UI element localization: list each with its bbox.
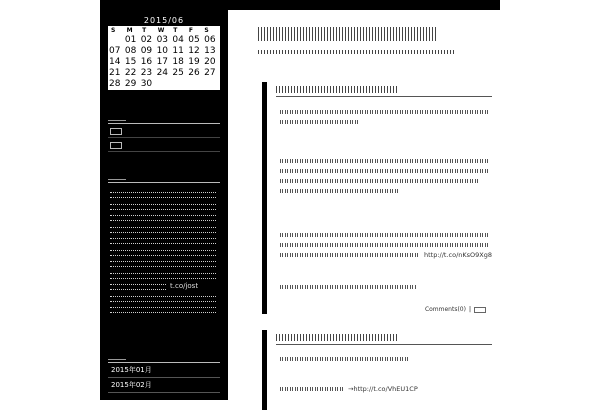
calendar-day bbox=[204, 79, 220, 90]
calendar-day[interactable]: 11 bbox=[172, 46, 184, 56]
blog-post bbox=[262, 330, 490, 410]
calendar-week bbox=[108, 79, 220, 90]
recent-entry-line[interactable] bbox=[108, 281, 220, 293]
link-text-glyphs bbox=[110, 142, 122, 149]
category-link[interactable] bbox=[108, 138, 220, 152]
recent-entry-line[interactable] bbox=[108, 258, 220, 270]
calendar-day[interactable]: 12 bbox=[188, 46, 200, 56]
calendar-day[interactable]: 03 bbox=[156, 35, 169, 45]
calendar-day[interactable]: 20 bbox=[204, 57, 216, 67]
comments-link[interactable]: Comments(0) bbox=[424, 306, 466, 313]
calendar-day[interactable]: 07 bbox=[109, 46, 121, 56]
post-paragraph bbox=[280, 107, 490, 127]
blog-tagline bbox=[258, 50, 454, 54]
calendar-day[interactable]: 22 bbox=[124, 68, 137, 78]
calendar-week bbox=[108, 35, 220, 46]
calendar-week bbox=[108, 57, 220, 68]
recent-entry-line[interactable] bbox=[108, 212, 220, 224]
calendar-caption: 2015/06 bbox=[108, 15, 220, 26]
recent-entry-url[interactable]: t.co/jost bbox=[170, 282, 199, 290]
archive-widget bbox=[108, 352, 220, 393]
category-widget bbox=[108, 113, 220, 152]
calendar-day[interactable]: 25 bbox=[172, 68, 184, 78]
post-title-rule bbox=[276, 96, 492, 97]
post-title[interactable] bbox=[276, 334, 398, 341]
post-paragraph bbox=[280, 156, 490, 196]
recent-entry-line[interactable] bbox=[108, 189, 220, 201]
calendar-day[interactable]: 13 bbox=[204, 46, 216, 56]
calendar-day[interactable]: 19 bbox=[188, 57, 200, 67]
post-paragraph bbox=[280, 354, 490, 364]
recent-entries-widget bbox=[108, 172, 220, 316]
post-paragraph bbox=[280, 282, 490, 292]
post-link[interactable]: http://t.co/nKsO9Xg8 bbox=[424, 251, 493, 259]
weekday: T bbox=[142, 27, 147, 34]
recent-entry-line[interactable] bbox=[108, 201, 220, 213]
calendar-day bbox=[188, 79, 204, 90]
link-text-glyphs bbox=[110, 128, 122, 135]
weekday: F bbox=[188, 27, 193, 34]
calendar-day[interactable]: 02 bbox=[140, 35, 153, 45]
category-widget-title bbox=[108, 113, 220, 124]
archive-widget-title bbox=[108, 352, 220, 363]
post-title[interactable] bbox=[276, 86, 398, 93]
calendar-day[interactable]: 30 bbox=[140, 79, 153, 89]
calendar-day bbox=[157, 79, 173, 90]
calendar-day[interactable]: 05 bbox=[188, 35, 200, 45]
calendar-day[interactable]: 14 bbox=[109, 57, 121, 67]
recent-entry-line[interactable] bbox=[108, 247, 220, 259]
calendar-day[interactable]: 09 bbox=[140, 46, 153, 56]
post-accent-bar bbox=[262, 330, 267, 410]
archive-link[interactable]: 2015年01月 bbox=[108, 363, 220, 378]
weekday: W bbox=[157, 27, 165, 34]
calendar-day[interactable]: 28 bbox=[109, 79, 121, 89]
calendar bbox=[108, 15, 220, 90]
weekday: M bbox=[126, 27, 133, 34]
category-link[interactable] bbox=[108, 124, 220, 138]
calendar-week bbox=[108, 68, 220, 79]
calendar-day[interactable]: 21 bbox=[109, 68, 121, 78]
calendar-day[interactable]: 06 bbox=[204, 35, 216, 45]
calendar-weekday-row bbox=[108, 26, 220, 35]
recent-entry-line[interactable] bbox=[108, 270, 220, 282]
blog-title[interactable] bbox=[258, 27, 436, 41]
calendar-day[interactable]: 16 bbox=[140, 57, 153, 67]
weekday: T bbox=[173, 27, 178, 34]
recent-entries-title bbox=[108, 172, 220, 183]
post-title-rule bbox=[276, 344, 492, 345]
calendar-day bbox=[109, 35, 125, 46]
calendar-day[interactable]: 17 bbox=[156, 57, 169, 67]
calendar-day[interactable]: 18 bbox=[172, 57, 184, 67]
calendar-day[interactable]: 27 bbox=[204, 68, 216, 78]
recent-entry-line[interactable] bbox=[108, 224, 220, 236]
recent-entry-line[interactable] bbox=[108, 304, 220, 316]
calendar-day[interactable]: 23 bbox=[140, 68, 153, 78]
meta-separator: | bbox=[468, 306, 471, 313]
trackback-link[interactable] bbox=[474, 307, 486, 313]
blog-post bbox=[262, 82, 493, 318]
calendar-day[interactable]: 26 bbox=[188, 68, 200, 78]
calendar-day bbox=[172, 79, 188, 90]
calendar-day[interactable]: 08 bbox=[124, 46, 137, 56]
calendar-day[interactable]: 04 bbox=[172, 35, 184, 45]
recent-entry-line[interactable] bbox=[108, 293, 220, 305]
calendar-day[interactable]: 15 bbox=[124, 57, 137, 67]
sidebar bbox=[100, 0, 228, 400]
calendar-day[interactable]: 10 bbox=[156, 46, 169, 56]
calendar-day[interactable]: 29 bbox=[124, 79, 137, 89]
weekday: S bbox=[111, 27, 116, 34]
recent-entry-line[interactable] bbox=[108, 235, 220, 247]
post-paragraph bbox=[280, 384, 490, 394]
weekday: S bbox=[204, 27, 209, 34]
post-meta bbox=[425, 306, 486, 313]
post-accent-bar bbox=[262, 82, 267, 314]
post-paragraph bbox=[280, 230, 493, 260]
archive-link[interactable]: 2015年02月 bbox=[108, 378, 220, 393]
calendar-day[interactable]: 01 bbox=[124, 35, 137, 45]
calendar-day[interactable]: 24 bbox=[156, 68, 169, 78]
calendar-week bbox=[108, 46, 220, 57]
post-link[interactable]: →http://t.co/VhEU1CP bbox=[348, 385, 418, 393]
